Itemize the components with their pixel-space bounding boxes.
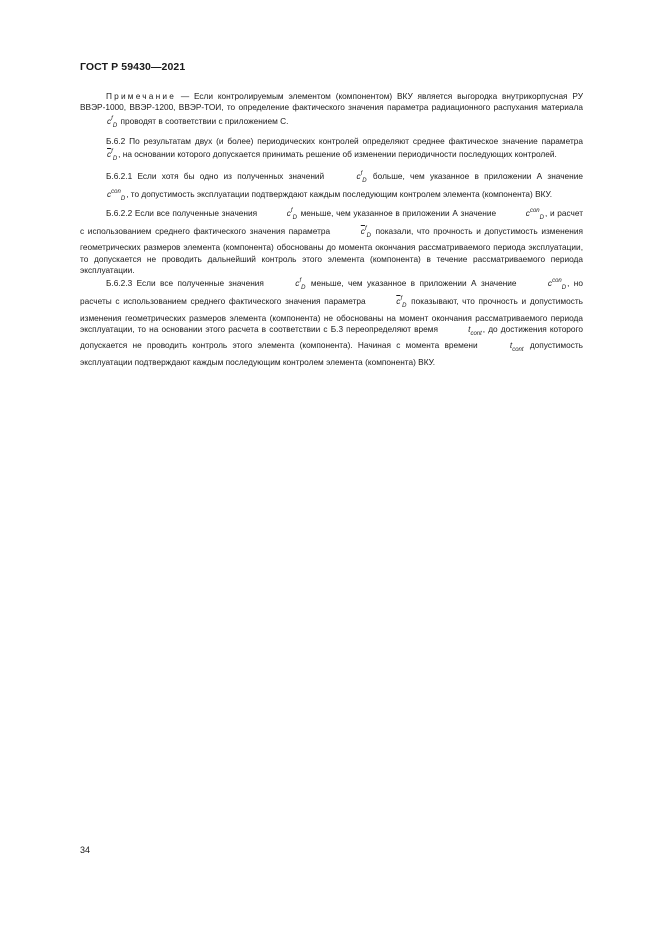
symbol-c-f-d-mean: $\overline{c}^f_D$ [107,148,118,162]
document-header: ГОСТ Р 59430—2021 [80,61,186,73]
symbol-c-con-d: $c^{con}_D$ [107,189,126,203]
symbol-t-cont: $t_{cont}$ [509,340,524,354]
symbol-c-f-d-mean: $\overline{c}^f_D$ [396,296,407,310]
page-number: 34 [80,845,91,855]
note-paragraph [80,91,583,132]
paragraph-b623: Б.6.2.3 Если все полученные значения $c^f_D$ меньше, чем указанное в приложении А значение $c^{con}_D$, но расчеты с использованием среднего фактического значения параметра $\overline{c}^f_D$ показывают, что прочность и допустимость изменения геометрических размеров элемента (компонента) не обоснованы на момент окончания рассматриваемого периода эксплуатации, то на основании этого расчета в соответствии с Б.3 переопределяют время $t_{cont}$, до достижения которого допускается не проводить контроль этого элемента (компонента). Начиная с момента времени $t_{cont}$ допустимость эксплуатации подтверждают каждым последующим контролем элемента (компонента) ВКУ. [80,278,583,367]
note-text-b: проводят в соответствии с приложением С. [118,115,289,126]
symbol-c-f-d-mean: $\overline{c}^f_D$ [360,225,371,239]
symbol-c-con-d: $c^{con}_D$ [547,278,567,292]
symbol-c-f-d: $c^f_D$ [295,278,306,292]
symbol-c-f-d: $c^f_D$ [107,115,118,129]
symbol-c-con-d: $c^{con}_D$ [525,207,544,221]
paragraph-b62: Б.6.2 По результатам двух (и более) периодических контролей определяют среднее фактическое значение параметра $\overline{c}^f_D$, на основании которого допускается принимать решение об изменении периодичности последующих контролей. [80,136,583,166]
symbol-c-f-d: $c^f_D$ [286,207,297,221]
note-label: Примечание [106,91,177,101]
paragraph-b621: Б.6.2.1 Если хотя бы одно из полученных значений $c^f_D$ больше, чем указанное в приложении А значение $c^{con}_D$, то допустимость эксплуатации подтверждают каждым последующим контролем элемента (компонента) ВКУ. [80,169,583,206]
symbol-t-cont: $t_{cont}$ [468,324,482,338]
note-text-a: — Если контролируемым элементом (компонентом) ВКУ является выгородка внутрикорпусная РУ ВВЭР-1000, ВВЭР-1200, ВВЭР-ТОИ, то определение фактического значения параметра радиационного распухания материала [80,91,583,113]
paragraph-b622: Б.6.2.2 Если все полученные значения $c^f_D$ меньше, чем указанное в приложении А значение $c^{con}_D$, и расчет с использованием среднего фактического значения параметра $\overline{c}^f_D$ показали, что прочность и допустимость изменения геометрических размеров элемента (компонента) обоснованы до момента окончания рассматриваемого периода эксплуатации, то допускается не проводить дальнейший контроль этого элемента (компонента) в течение рассматриваемого периода эксплуатации. [80,207,583,275]
document-body [80,91,583,368]
symbol-c-f-d: $c^f_D$ [356,171,367,185]
